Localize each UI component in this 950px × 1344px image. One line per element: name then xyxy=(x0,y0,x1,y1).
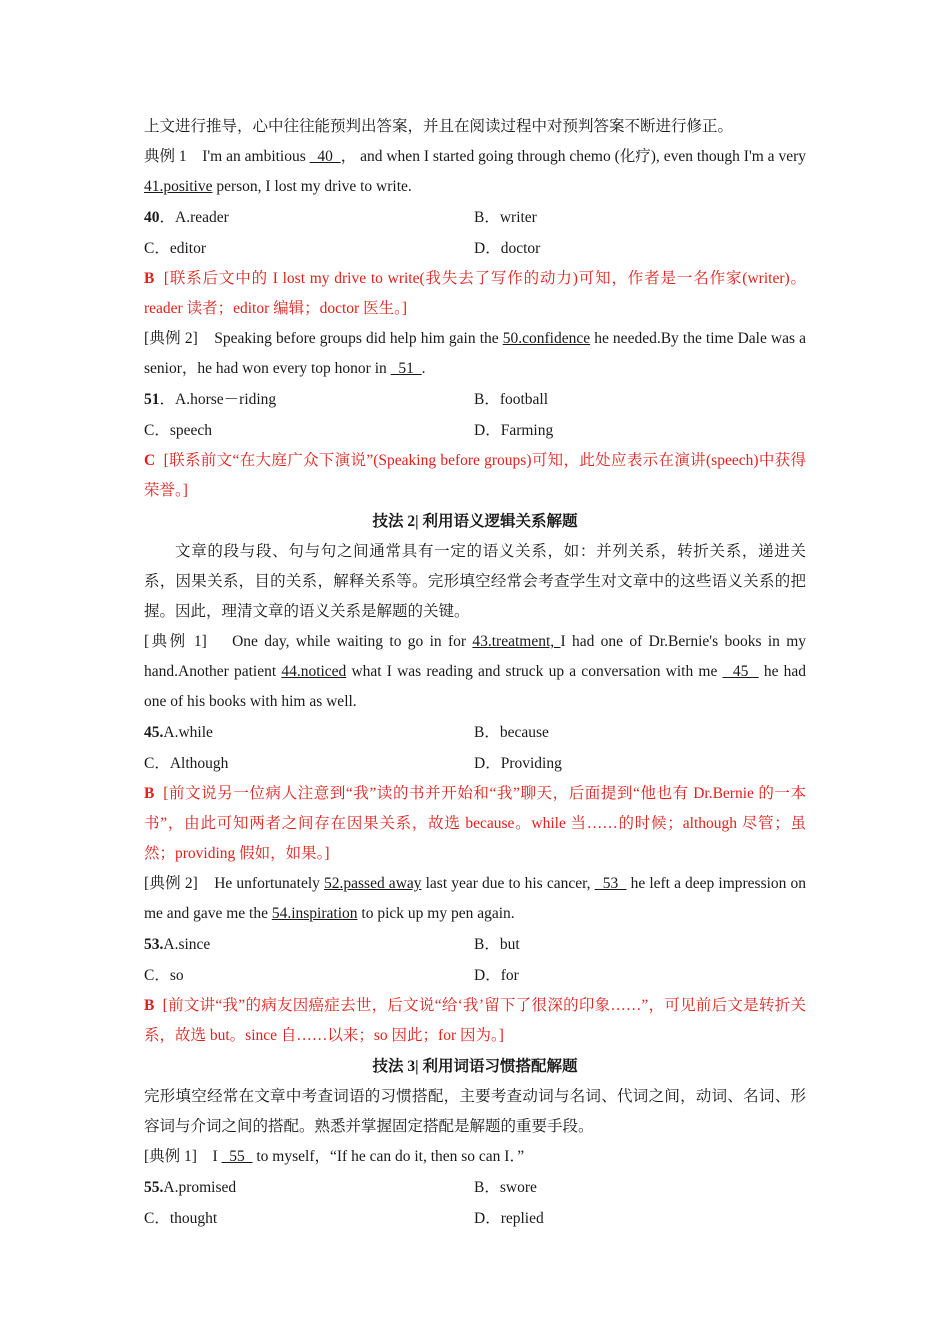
option-c: C．Although xyxy=(144,755,229,772)
options-45 xyxy=(144,717,806,779)
option-a: 40．A.reader xyxy=(144,209,229,226)
options-51 xyxy=(144,384,806,446)
blank-40: 40 xyxy=(309,148,341,165)
option-c: C．thought xyxy=(144,1210,218,1227)
option-a: 53.A.since xyxy=(144,936,211,953)
underlined-50: 50.confidence xyxy=(502,330,591,347)
intro-tail: 上文进行推导，心中往往能预判出答案，并且在阅读过程中对预判答案不断进行修正。 xyxy=(144,118,734,135)
answer-explanation-51: C [联系前文“在大庭广众下演说”(Speaking before groups)可知，此处应表示在演讲(speech)中获得荣誉。] xyxy=(144,452,807,499)
option-d: D．doctor xyxy=(474,240,541,257)
underlined-43: 43.treatment, xyxy=(472,633,561,650)
blank-45: 45 xyxy=(722,663,759,680)
option-d: D．for xyxy=(474,967,519,984)
blank-53: 53 xyxy=(594,875,627,892)
section-heading-3: 技法 3| 利用词语习惯搭配解题 xyxy=(372,1058,578,1075)
option-b: B．writer xyxy=(474,209,537,226)
document-content xyxy=(144,112,806,1234)
answer-explanation-40: B [联系后文中的 I lost my drive to write(我失去了写作的动力)可知，作者是一名作家(writer)。reader 读者；editor 编辑；doctor 医生。] xyxy=(144,270,807,317)
blank-51: 51 xyxy=(390,360,422,377)
options-55 xyxy=(144,1172,806,1234)
option-b: B．because xyxy=(474,724,549,741)
answer-explanation-53: B [前文讲“我”的病友因癌症去世，后文说“给‘我’留下了很深的印象……”，可见前后文是转折关系，故选 but。since 自……以来；so 因此；for 因为。] xyxy=(144,997,806,1044)
example-1: 典例 1 I'm an ambitious 40 ， and when I started going through chemo (化疗), even though I'm a very 41.positive person, I lost my drive to write. xyxy=(144,148,806,195)
example-3: [典例 1] One day, while waiting to go in for 43.treatment, I had one of Dr.Bernie's books in my hand.Another patient 44.noticed what I was reading and struck up a conversation with me 45 he had one of his books with him as well. xyxy=(144,633,807,710)
example-4: [典例 2] He unfortunately 52.passed away last year due to his cancer, 53 he left a deep impression on me and gave me the 54.inspiration to pick up my pen again. xyxy=(144,875,807,922)
example-5: [典例 1] I 55 to myself，“If he can do it, then so can I．” xyxy=(144,1148,525,1165)
option-b: B．football xyxy=(474,391,549,408)
example-2: [典例 2] Speaking before groups did help him gain the 50.confidence he needed.By the time Dale was a senior，he had won every top honor in 51 . xyxy=(144,330,807,377)
underlined-52: 52.passed away xyxy=(324,875,422,892)
underlined-44: 44.noticed xyxy=(281,663,347,680)
blank-55: 55 xyxy=(221,1148,253,1165)
underlined-41: 41.positive xyxy=(144,178,213,195)
option-c: C．so xyxy=(144,967,184,984)
section-heading-2: 技法 2| 利用语义逻辑关系解题 xyxy=(372,513,578,530)
option-a: 55.A.promised xyxy=(144,1179,237,1196)
option-c: C．editor xyxy=(144,240,206,257)
option-b: B．swore xyxy=(474,1179,537,1196)
answer-explanation-45: B [前文说另一位病人注意到“我”读的书并开始和“我”聊天，后面提到“他也有 Dr.Bernie 的一本书”，由此可知两者之间存在因果关系，故选 because。while 当……的时候；although 尽管；虽然；providing 假如，如果。] xyxy=(144,785,806,862)
option-a: 51．A.horse－riding xyxy=(144,391,277,408)
underlined-54: 54.inspiration xyxy=(271,905,358,922)
option-d: D．Farming xyxy=(474,422,554,439)
option-d: D．Providing xyxy=(474,755,562,772)
options-53 xyxy=(144,929,806,991)
section-3-intro: 完形填空经常在文章中考查词语的习惯搭配，主要考查动词与名词、代词之间，动词、名词、形容词与介词之间的搭配。熟悉并掌握固定搭配是解题的重要手段。 xyxy=(144,1088,806,1135)
option-b: B．but xyxy=(474,936,520,953)
section-2-intro: 文章的段与段、句与句之间通常具有一定的语义关系，如：并列关系，转折关系，递进关系，因果关系，目的关系，解释关系等。完形填空经常会考查学生对文章中的这些语义关系的把握。因此，理清文章的语义关系是解题的关键。 xyxy=(144,543,806,620)
options-40 xyxy=(144,202,806,264)
option-a: 45.A.while xyxy=(144,724,213,741)
option-d: D．replied xyxy=(474,1210,544,1227)
option-c: C．speech xyxy=(144,422,213,439)
